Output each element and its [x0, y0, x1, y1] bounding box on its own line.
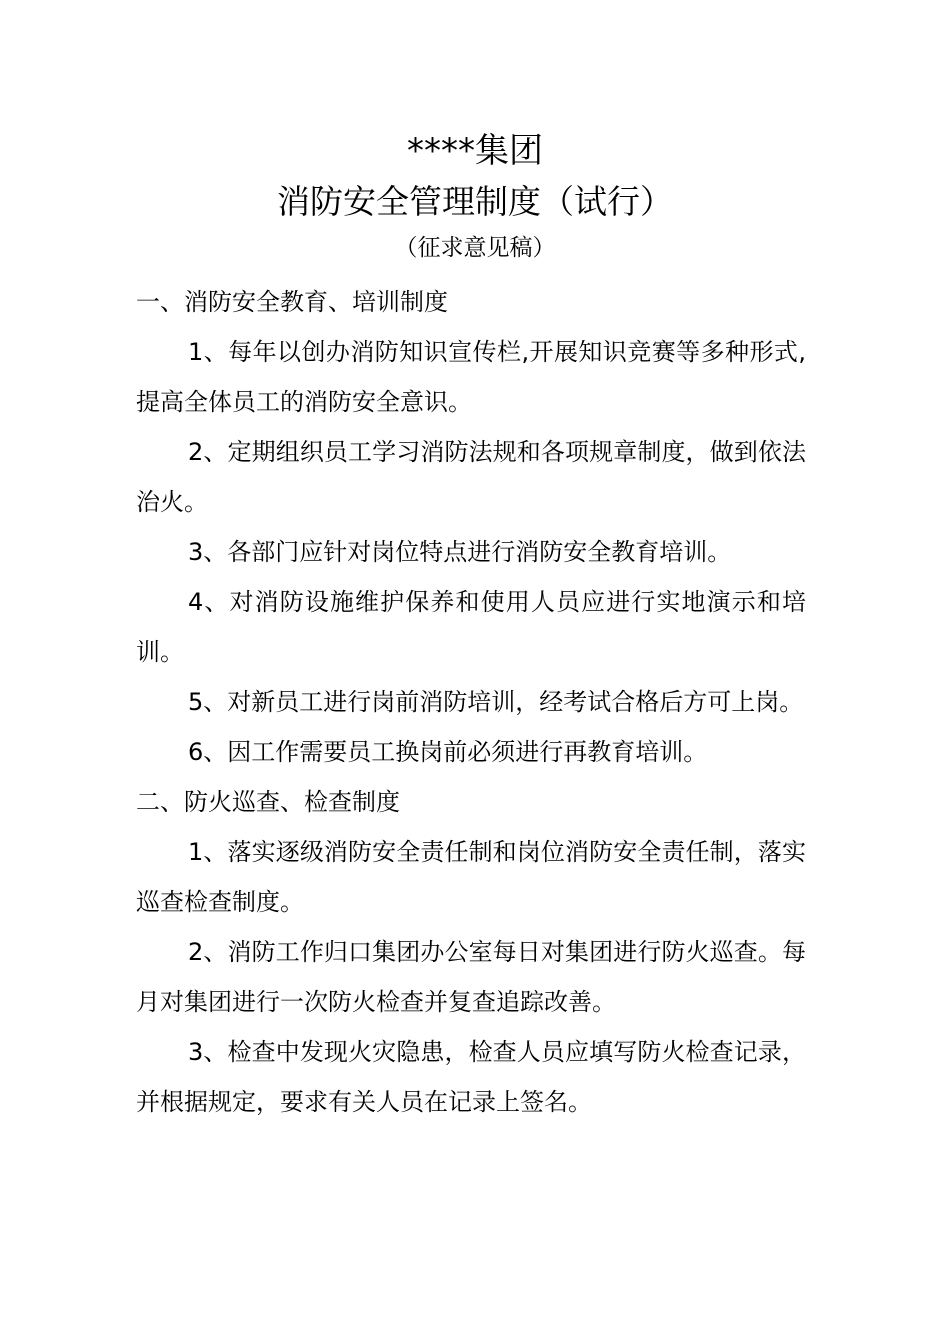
document-title: 消防安全管理制度（试行）	[277, 182, 673, 221]
document-body	[136, 277, 806, 1127]
paragraph: 4、对消防设施维护保养和使用人员应进行实地演示和培训。	[136, 588, 806, 666]
paragraph: 6、因工作需要员工换岗前必须进行再教育培训。	[188, 738, 708, 766]
paragraph: 3、检查中发现火灾隐患，检查人员应填写防火检查记录，并根据规定，要求有关人员在记录上签名。	[136, 1038, 806, 1116]
paragraph: 1、每年以创办消防知识宣传栏,开展知识竞赛等多种形式,提高全体员工的消防安全意识。	[136, 338, 806, 416]
paragraph: 3、各部门应针对岗位特点进行消防安全教育培训。	[188, 538, 732, 566]
paragraph: 2、定期组织员工学习消防法规和各项规章制度，做到依法治火。	[136, 438, 806, 516]
paragraph: 5、对新员工进行岗前消防培训，经考试合格后方可上岗。	[188, 688, 804, 716]
document-subtitle: （征求意见稿）	[394, 235, 556, 261]
paragraph: 1、落实逐级消防安全责任制和岗位消防安全责任制，落实巡查检查制度。	[136, 838, 806, 916]
section-heading: 一、消防安全教育、培训制度	[136, 288, 448, 316]
section-heading: 二、防火巡查、检查制度	[136, 788, 400, 816]
paragraph: 2、消防工作归口集团办公室每日对集团进行防火巡查。每月对集团进行一次防火检查并复查追踪改善。	[136, 938, 806, 1016]
organization-name: ****集团	[407, 131, 543, 171]
